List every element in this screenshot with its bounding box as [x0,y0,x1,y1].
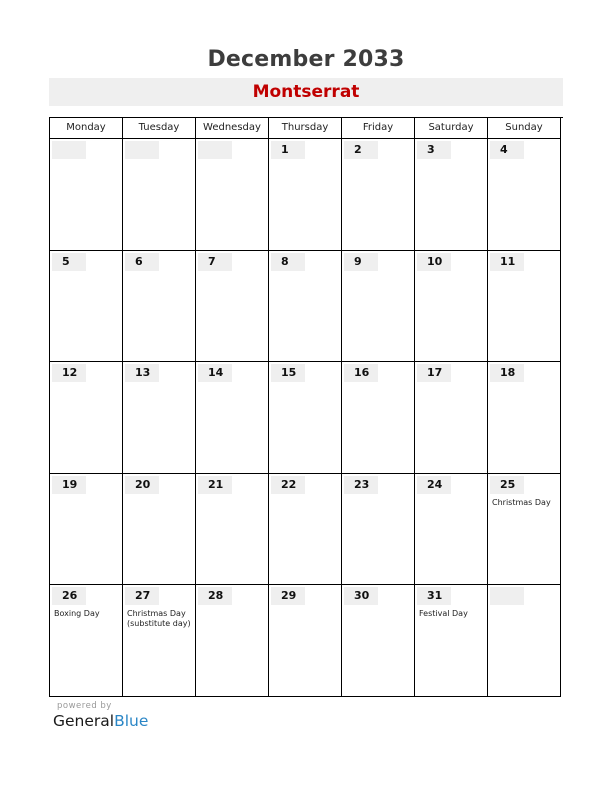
day-cell[interactable] [342,585,415,697]
week-row [50,585,563,697]
day-cell[interactable] [488,362,561,474]
day-cell[interactable] [488,251,561,363]
day-cell[interactable] [415,585,488,697]
weekday-header-row [50,118,563,139]
day-cell[interactable] [342,362,415,474]
day-number: 25 [490,476,524,494]
day-number [52,141,86,159]
holiday-label: Christmas Day (substitute day) [127,609,191,629]
day-number: 24 [417,476,451,494]
day-number: 26 [52,587,86,605]
day-number: 17 [417,364,451,382]
week-row [50,474,563,586]
generalblue-logo[interactable] [53,712,148,730]
day-cell[interactable] [415,139,488,251]
day-number: 4 [490,141,524,159]
day-number: 30 [344,587,378,605]
day-number: 22 [271,476,305,494]
day-cell[interactable] [123,585,196,697]
day-cell[interactable] [123,474,196,586]
day-cell[interactable] [269,139,342,251]
calendar-grid [49,117,563,697]
day-cell[interactable] [50,362,123,474]
day-number: 13 [125,364,159,382]
day-cell[interactable] [196,362,269,474]
day-number: 2 [344,141,378,159]
day-cell[interactable] [269,585,342,697]
day-cell[interactable] [415,474,488,586]
day-number [125,141,159,159]
week-row [50,362,563,474]
day-number: 23 [344,476,378,494]
powered-by-label: powered by [57,701,112,711]
day-number: 10 [417,253,451,271]
day-number: 20 [125,476,159,494]
day-cell[interactable] [196,251,269,363]
day-cell[interactable] [123,139,196,251]
day-number: 27 [125,587,159,605]
day-cell[interactable] [488,474,561,586]
day-cell[interactable] [488,585,561,697]
day-cell[interactable] [269,251,342,363]
day-cell[interactable] [123,362,196,474]
day-cell[interactable] [415,362,488,474]
day-cell[interactable] [342,474,415,586]
day-number: 5 [52,253,86,271]
day-number: 29 [271,587,305,605]
day-number: 14 [198,364,232,382]
day-cell[interactable] [196,474,269,586]
day-cell[interactable] [50,474,123,586]
weekday-header: Friday [342,118,415,139]
day-cell[interactable] [50,251,123,363]
day-number: 7 [198,253,232,271]
brand-general-text: General [53,712,115,730]
holiday-label: Festival Day [419,609,468,619]
weekday-header: Tuesday [123,118,196,139]
day-cell[interactable] [50,585,123,697]
week-row [50,139,563,251]
weekday-header: Sunday [488,118,561,139]
day-number: 8 [271,253,305,271]
country-name: Montserrat [252,82,360,102]
day-number: 28 [198,587,232,605]
weekday-header: Thursday [269,118,342,139]
country-banner [49,78,563,106]
weekday-header: Saturday [415,118,488,139]
day-number: 9 [344,253,378,271]
week-row [50,251,563,363]
day-number: 6 [125,253,159,271]
day-number: 15 [271,364,305,382]
day-cell[interactable] [342,251,415,363]
day-cell[interactable] [488,139,561,251]
calendar-title: December 2033 [207,47,405,72]
day-cell[interactable] [269,362,342,474]
weeks-container [50,139,563,697]
day-cell[interactable] [50,139,123,251]
day-number: 19 [52,476,86,494]
day-number: 16 [344,364,378,382]
day-number: 18 [490,364,524,382]
day-number: 11 [490,253,524,271]
day-cell[interactable] [342,139,415,251]
day-cell[interactable] [196,585,269,697]
day-number: 21 [198,476,232,494]
day-cell[interactable] [123,251,196,363]
day-number [198,141,232,159]
day-cell[interactable] [269,474,342,586]
weekday-header: Wednesday [196,118,269,139]
weekday-header: Monday [50,118,123,139]
day-cell[interactable] [196,139,269,251]
day-cell[interactable] [415,251,488,363]
day-number: 3 [417,141,451,159]
day-number [490,587,524,605]
holiday-label: Boxing Day [54,609,100,619]
holiday-label: Christmas Day [492,497,551,507]
day-number: 12 [52,364,86,382]
brand-blue-text: Blue [114,712,149,730]
day-number: 1 [271,141,305,159]
day-number: 31 [417,587,451,605]
